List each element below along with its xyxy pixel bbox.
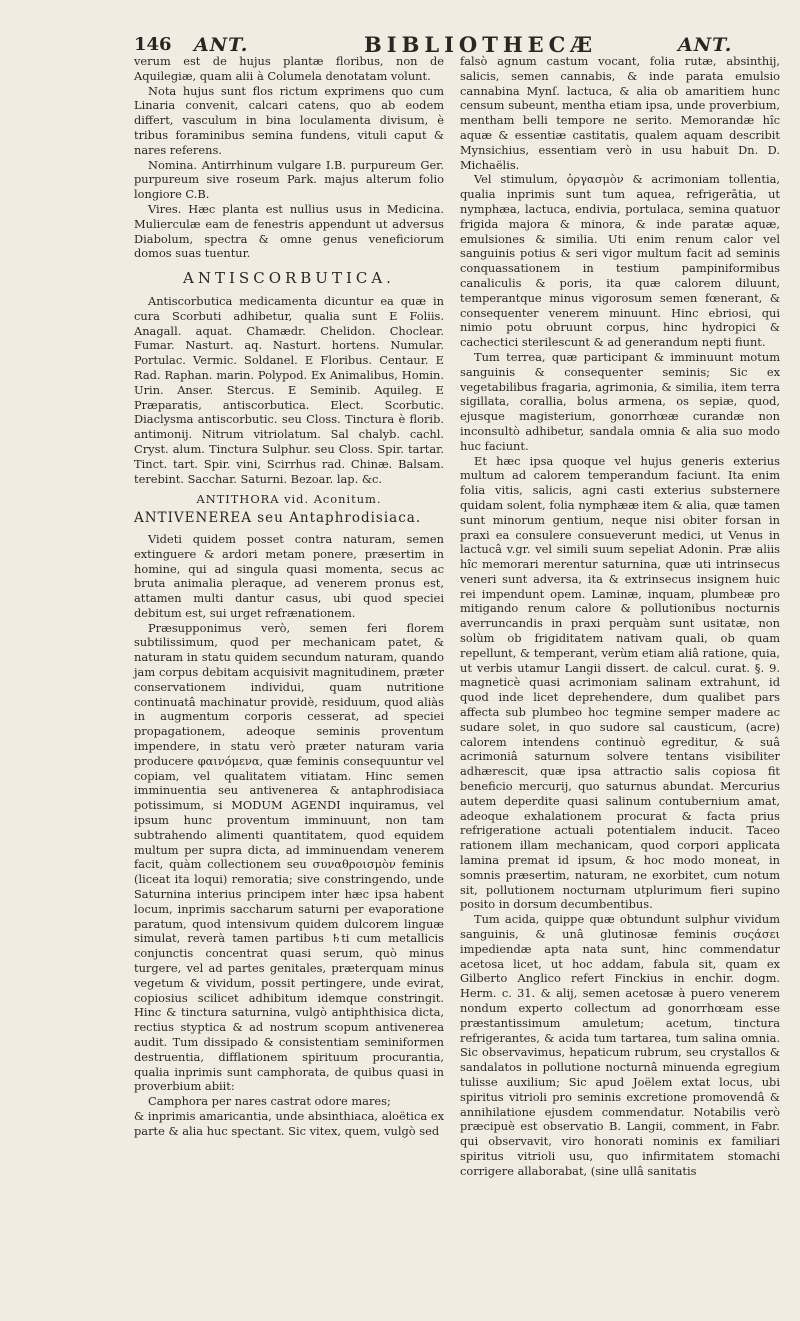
text-paragraph: Vel stimulum, ὀργασμὸν & acrimoniam tollentia, qualia inprimis sunt tum aquea, refrigerātia, ut nymphæa, lactuca, endivia, portulaca, semina quatuor frigida majora & minora, & inde paratæ aquæ, emulsiones & similia. Uti enim renum calor vel sanguinis potius & seri vigor multum facit ad seminis conquassationem in testium pampiniformibus canaliculis & poris, ita quæ calorem diluunt, temperantque minus vigorosum semen fœnerant, & consequenter venerem minuunt. Hinc ebriosi, qui nimio potu obruunt corpus, hinc hydropici & cachectici sterilescunt & ad generandum nepti fiunt. [460,172,780,350]
text-paragraph: falsò agnum castum vocant, folia rutæ, absinthij, salicis, semen cannabis, & inde parata emulsio cannabina Mynſ. lactuca, & alia ob amaritiem hunc censum subeunt, mentha etiam ipsa, unde proverbium, mentham belli tempore ne serito. Memorandæ hîc aquæ & essentiæ castitatis, qualem aquam describit Mynsichius, essentiam verò in usu habuit Dn. D. Michaëlis. [460,54,780,172]
left-catchword: ANT. [194,34,249,56]
page-number: 146 [134,34,172,55]
text-paragraph: Præsupponimus verò, semen feri florem subtilissimum, quod per mechanicam patet, & naturam in statu quidem secundum naturam, quando jam corpus debitam acquisivit magnitudinem, præter conservationem individui, quam nutritione continuatâ machinatur providè, residuum, quod aliàs in augmentum corporis cesserat, ad speciei propagationem, adeoque seminis proventum impendere, in statu verò præter naturam varia producere φαινόμενα, quæ feminis consequuntur vel copiam, vel qualitatem vitiatam. Hinc semen imminuentia seu antivenerea & antaphrodisiaca potissimum, si MODUM AGENDI inquiramus, vel ipsum hunc proventum imminuunt, non tam subtrahendo alimenti quantitatem, quod equidem multum per supra dicta, ad imminuendam venerem facit, quàm collectionem seu συναθροισμὸν feminis (liceat ita loqui) remoratia; sive constringendo, unde Saturnina interius principem inter hæc ipsa habent locum, inprimis saccharum saturni per evaporatione paratum, quod intensivum quidem dulcorem linguæ simulat, reverà tamen partibus ♄ti cum metallicis conjunctis concentrat quasi serum, quò minus turgere, vel ad partes genitales, præterquam minus vegetum & vividum, possit pertingere, unde evirat, copiosius scilicet adhibitum idemque constringit. Hinc & tinctura saturnina, vulgò antiphthisica dicta, rectius styptica & ad nostrum scopum antivenerea audit. Tum dissipado & consistentiam seminiformen destruentia, difflationem spirituum procurantia, qualia inprimis sunt camphorata, de quibus quasi in proverbium abiit: [134,620,444,1094]
text-paragraph: Nota hujus sunt flos rictum exprimens quo cum Linaria convenit, calcari catens, quo ab eodem differt, vasculum in bina loculamenta divisum, è tribus foraminibus semina fundens, vituli caput & nares referens. [134,83,444,157]
text-paragraph: Antiscorbutica medicamenta dicuntur ea quæ in cura Scorbuti adhibetur, qualia sunt E Foliis. Anagall. aquat. Chamædr. Chelidon. Choclear. Fumar. Nasturt. aq. Nasturt. hortens. Numular. Portulac. Vermic. Soldanel. E Floribus. Centaur. E Rad. Raphan. marin. Polypod. Ex Animalibus, Homin. Urin. Anser. Stercus. E Seminib. Aquileg. E Præparatis, antiscorbutica. Elect. Scorbutic. Diaclysma antiscorbutic. seu Closs. Tinctura è florib. antimonij. Nitrum vitriolatum. Sal chalyb. cachl. Cryst. alum. Tinctura Sulphur. seu Closs. Spir. tartar. Tinct. tart. Spir. vini, Scirrhus rad. Chinæ. Balsam. terebint. Sacchar. Saturni. Bezoar. lap. &c. [134,293,444,486]
text-paragraph: Vires. Hæc planta est nullius usus in Medicina. Mulierculæ eam de fenestris appendunt ut adversus Diabolum, spectra & omne genus veneficiorum domos suas tuentur. [134,201,444,261]
text-paragraph: Camphora per nares castrat odore mares; [148,1094,391,1109]
text-paragraph: Tum acida, quippe quæ obtundunt sulphur vividum sanguinis, & unâ glutinosæ feminis συςάσει impediendæ apta nata sunt, hinc commendatur acetosa licet, ut hoc addam, fabula sit, quam ex Gilberto Anglico refert Finckius in enchir. dogm. Herm. c. 31. & alij, semen acetosæ à puero venerem nondum experto collectum ad gonorrhœam esse præstantissimum amuletum; acetum, tinctura refrigerantes, & acida tum tartarea, tum salina omnia. Sic observavimus, hepaticum rubrum, seu crystallos & sandalatos in pollutione nocturnâ minuenda egregium tulisse auxilium; Sic apud Joëlem extat locus, ubi spiritus vitrioli pro seminis excretione promovendâ & annihilatione ejusdem commendatur. Notabilis verò præcipuè est observatio B. Langii, comment, in Fabr. qui observavit, viro honorati nominis ex familiari spiritus vitrioli usu, quo infirmitatem stomachi corrigere allaborabat, (sine ullâ sanitatis [460,912,780,1178]
entry-heading: ANTITHORA vid. Aconitum. [196,492,382,507]
section-heading: ANTISCORBUTICA. [183,269,395,288]
running-title: BIBLIOTHECÆ [364,32,598,57]
text-paragraph: Nomina. Antirrhinum vulgare I.B. purpureum Ger. purpureum sive roseum Park. majus alterum folio longiore C.B. [134,157,444,202]
text-paragraph: & inprimis amaricantia, unde absinthiaca, aloëtica ex parte & alia huc spectant. Sic vitex, quem, vulgò sed [134,1108,444,1138]
right-column [460,54,780,1179]
text-paragraph: Videti quidem posset contra naturam, semen extinguere & ardori metam ponere, præsertim in homine, qui ad singula quasi momenta, secus ac bruta animalia pleraque, ad venerem pronus est, attamen multi dantur casus, ubi quod speciei debitum est, sui urget refrænationem. [134,531,444,620]
left-column [134,54,444,1139]
text-paragraph: verum est de hujus plantæ floribus, non de Aquilegiæ, quam alii à Columela denotatam volunt. [134,54,444,83]
entry-heading: ANTIVENEREA seu Antaphrodisiaca. [134,510,422,527]
right-catchword: ANT. [678,34,733,56]
text-paragraph: Et hæc ipsa quoque vel hujus generis exterius multum ad calorem temperandum faciunt. Ita enim folia vitis, salicis, agni casti exterius substernere quidam solent, folia nymphææ item & alia, quæ tamen sunt minorum gentium, neque nisi obiter forsan in praxi ea consulere consueverunt medici, ut Venus in lactucâ v.gr. vel simili suum sepeliat Adonin. Præ aliis hîc memorari merentur saturnina, quæ uti intrinsecus veneri sunt adversa, ita & extrinsecus insignem huic rei impendunt opem. Laminæ, inquam, plumbeæ pro mitigando renum calore & pollutionibus nocturnis averruncandis in praxi perquàm sunt usitatæ, non solùm ob frigiditatem nativam quali, ob quam repellunt, & temperant, verùm etiam aliâ ratione, quia, ut verbis utamur Langii dissert. de calcul. curat. §. 9. magneticè quasi acrimoniam salinam extrahunt, id quod inde licet deprehendere, dum qualibet pars affecta sub plumbeo hoc tegmine semper madere ac sudare solet, in quo sudore sal causticum, (acre) calorem intendens continuò egreditur, & suâ acrimoniâ saturnum solvere tentans visibiliter adhærescit, quæ ipsa attractio salis copiosa fit beneficio mercurij, quo saturnus abundat. Mercurius autem deperdite quasi salinum contubernium amat, adeoque exhalationem procurat & facta prius refrigeratione actuali potentialem inducit. Taceo rationem illam mechanicam, quod corpori applicata lamina premat id ipsum, & hoc modo moneat, in somnis præsertim, naturam, ne exorbitet, cum notum sit, pollutionem nocturnam utplurimum fieri supino posito in dorsum decumbentibus. [460,453,780,912]
text-paragraph: Tum terrea, quæ participant & imminuunt motum sanguinis & consequenter seminis; Sic ex vegetabilibus fragaria, agrimonia, & similia, item terra sigillata, corallia, bolus armena, os sepiæ, quod, ejusque magisterium, gonorrhœæ curandæ non inconsultò adhibetur, sandala omnia & alia suo modo huc faciunt. [460,349,780,453]
